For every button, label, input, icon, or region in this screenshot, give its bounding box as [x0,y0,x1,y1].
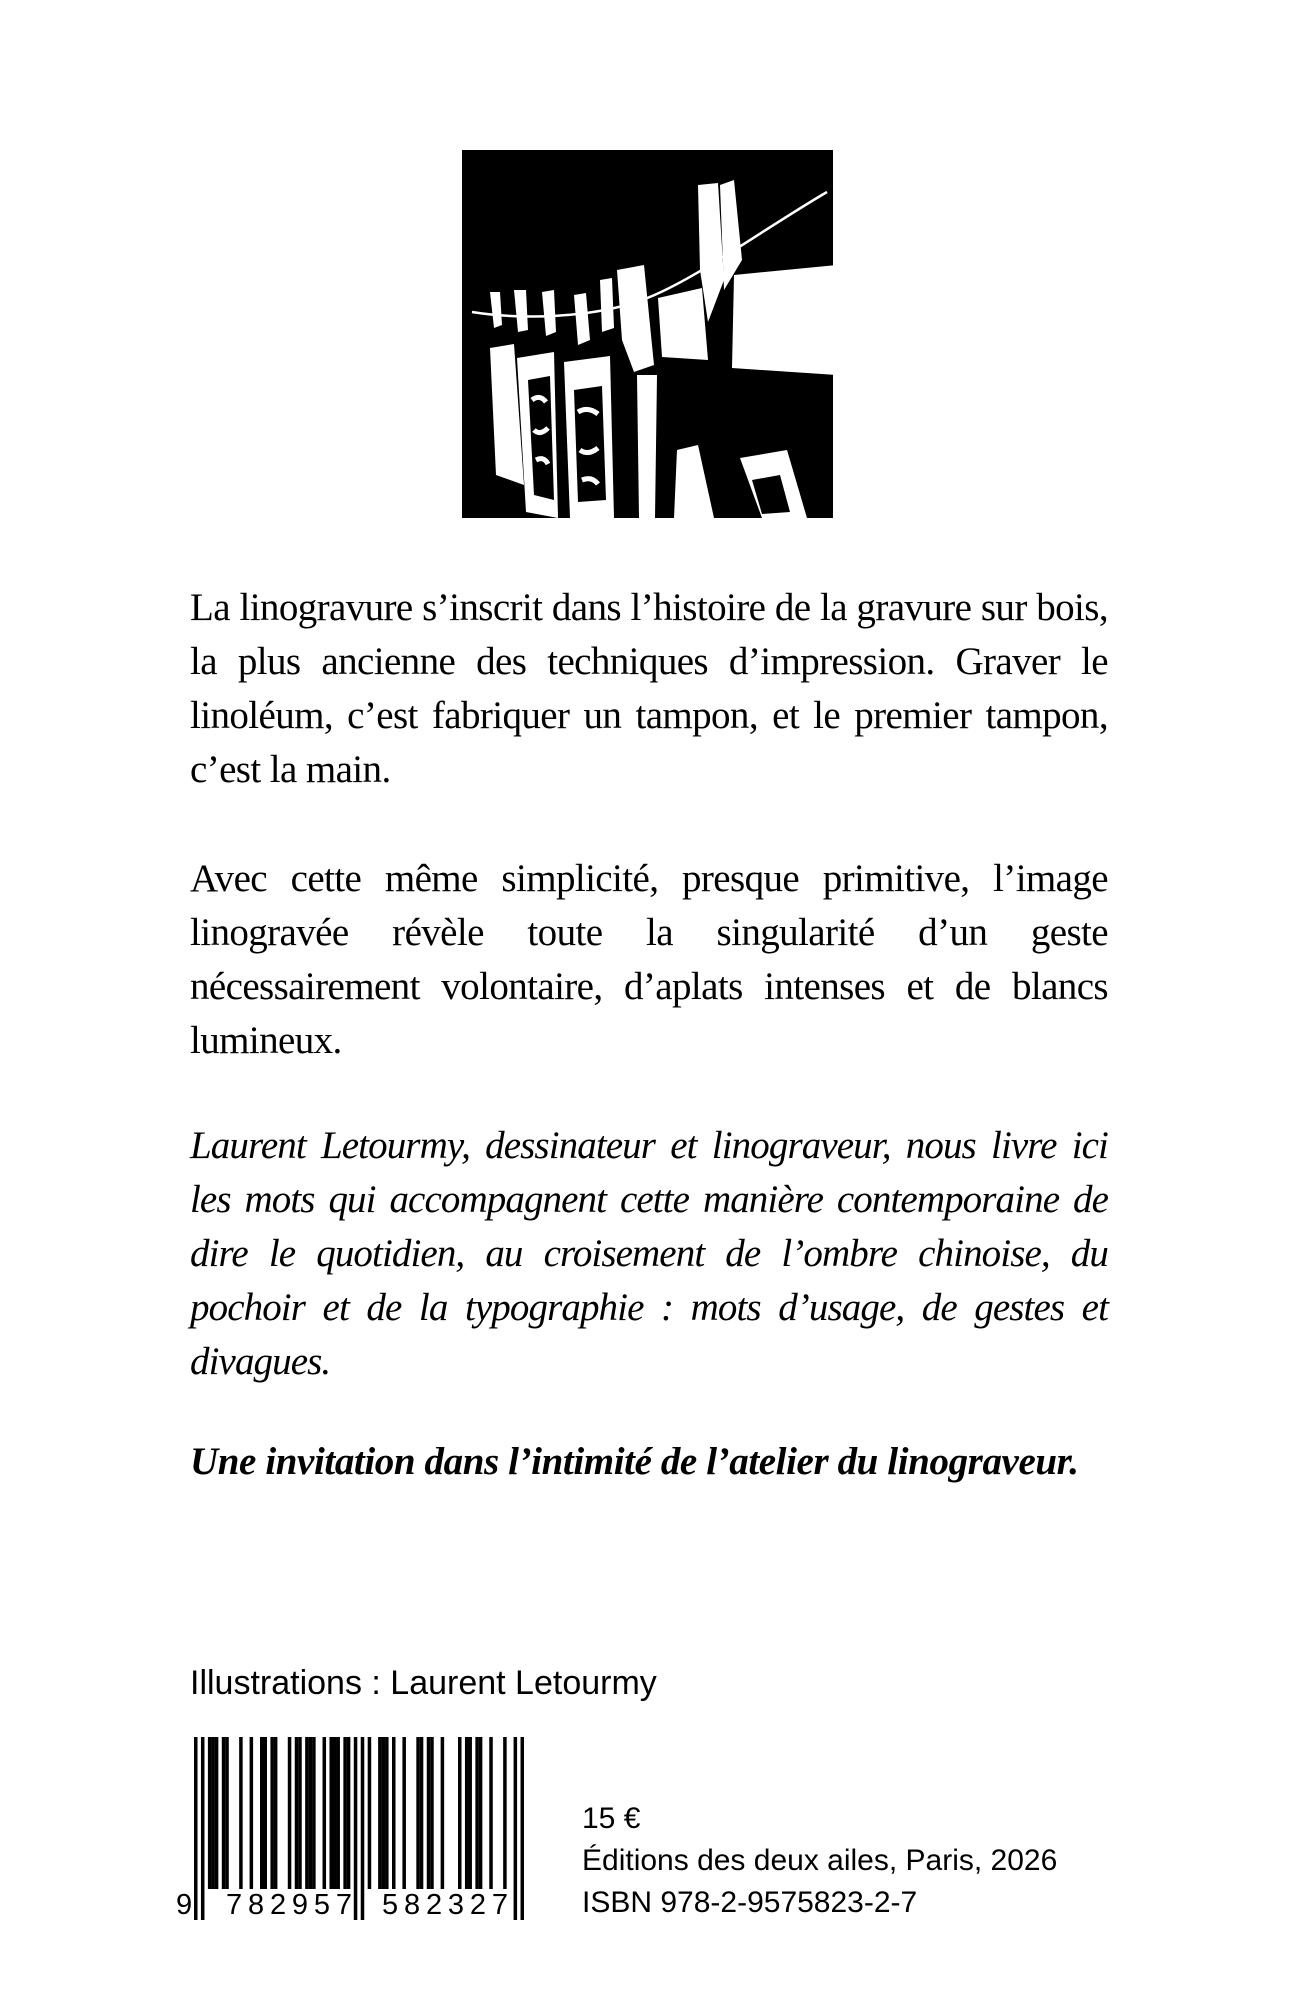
barcode-guard-bar [514,1737,518,1920]
barcode-bar [392,1737,396,1889]
barcode-graphic [176,1734,524,1924]
publisher-line: Éditions des deux ailes, Paris, 2026 [582,1844,1058,1877]
barcode-bar [427,1737,431,1889]
barcode-bar [378,1737,382,1889]
clothespin [600,278,614,332]
barcode-guard-bar [521,1737,524,1920]
barcode-bar [402,1737,406,1889]
barcode-bar [208,1737,212,1889]
barcode-bar [368,1737,372,1889]
hanging-paper [658,288,708,360]
publication-info [582,1798,1057,1924]
barcode-bar [420,1737,424,1889]
barcode-bar [305,1737,309,1889]
barcode-first-digit: 9 [176,1889,193,1921]
linocut-clothesline-image [462,150,833,518]
barcode-bar [250,1737,254,1889]
barcode-bar [441,1737,445,1889]
barcode-guard-bar [194,1737,198,1920]
blurb-paragraph-1: La linogravure s’inscrit dans l’histoire de la gravure sur bois, la plus ancienne des techniques d’impression. Graver le linoléum, c’est fabriquer un tampon, et le premier tampon, c’est la main. [190,586,1108,791]
barcode-bar [215,1737,219,1889]
barcode-bar [222,1737,226,1889]
barcode-bar [295,1737,299,1889]
barcode-bar [430,1737,434,1889]
barcode-bar [323,1737,327,1889]
price: 15 € [582,1802,641,1835]
tagline: Une invitation dans l’intimité de l’atelier du linograveur. [190,1440,1079,1483]
barcode-bar [382,1737,386,1889]
barcode-bar [475,1737,479,1889]
barcode-bar [288,1737,292,1889]
barcode-bar [347,1737,351,1889]
barcode-bar [503,1737,507,1889]
barcode-bar [329,1737,333,1889]
barcode-bar [479,1737,483,1889]
barcode-bar [298,1737,302,1889]
barcode-bar [385,1737,389,1889]
barcode-guard-bar [354,1737,358,1920]
barcode-bar [274,1737,278,1889]
barcode-bar [336,1737,340,1889]
barcode-bar [343,1737,347,1889]
barcode-guard-bar [201,1737,205,1920]
barcode-bar [211,1737,215,1889]
barcode-guard-bar [361,1737,365,1920]
author-description-paragraph: Laurent Letourmy, dessinateur et linograveur, nous livre ici les mots qui accompagnent cette manière contemporaine de dire le quotidien, au croisement de l’ombre chinoise, du pochoir et de la typographie : mots d’usage, de gestes et divagues. [190,1124,1108,1383]
barcode-right-digits: 582327 [382,1889,508,1921]
blurb-paragraph-2: Avec cette même simplicité, presque primitive, l’image linogravée révèle toute la singularité d’un geste nécessairement volontaire, d’aplats intenses et de blancs lumineux. [190,857,1108,1062]
barcode-bar [416,1737,420,1889]
cover-illustration [462,150,833,518]
barcode-bar [260,1737,264,1889]
barcode-bar [465,1737,469,1889]
barcode-bar [263,1737,267,1889]
barcode-bar [270,1737,274,1889]
barcode-bar [333,1737,337,1889]
barcode-bar [468,1737,472,1889]
barcode-bar [489,1737,493,1889]
barcode-bar [312,1737,316,1889]
illustrations-credit: Illustrations : Laurent Letourmy [190,1664,657,1702]
barcode-left-digits: 782957 [226,1889,352,1921]
barcode-bar [309,1737,313,1889]
hanging-paper [732,265,833,375]
barcode-bar [239,1737,243,1889]
hanging-paper [637,375,657,518]
isbn-barcode [176,1734,524,1924]
barcode-bar [458,1737,462,1889]
barcode-bar [225,1737,229,1889]
isbn-text: ISBN 978-2-9575823-2-7 [582,1886,918,1919]
